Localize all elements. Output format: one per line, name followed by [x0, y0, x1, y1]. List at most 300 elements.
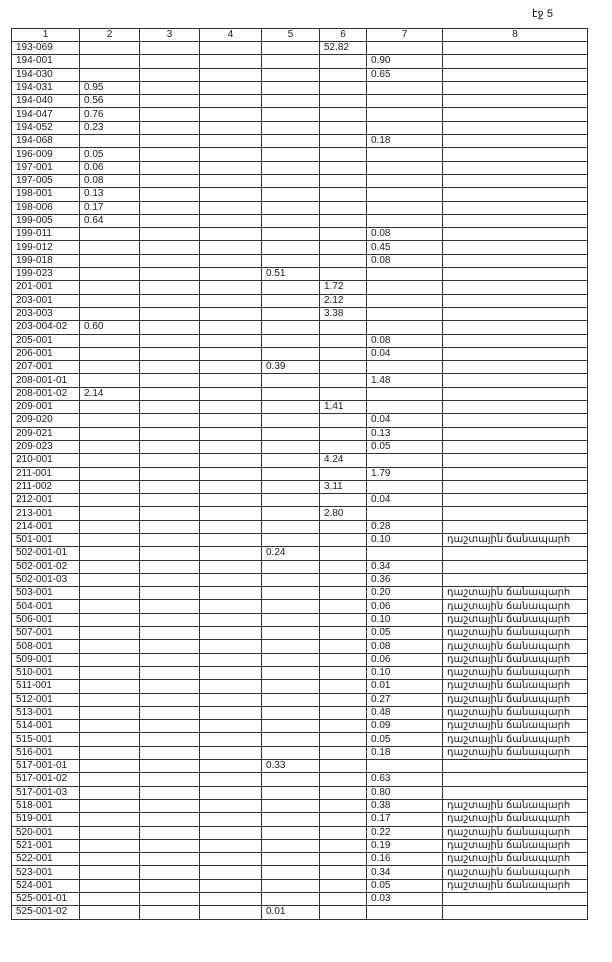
- area-value-cell: 0.08: [367, 334, 443, 347]
- parcel-code-cell: 520-001: [12, 826, 80, 839]
- area-value-cell: [367, 42, 443, 55]
- note-cell: դաշտային ճանապարհ: [443, 733, 588, 746]
- area-value-cell: [140, 733, 200, 746]
- area-value-cell: 0.04: [367, 414, 443, 427]
- table-row: [12, 760, 588, 773]
- table-row: [12, 414, 588, 427]
- area-value-cell: [200, 42, 262, 55]
- table-row: [12, 174, 588, 187]
- area-value-cell: [320, 746, 367, 759]
- parcel-code-cell: 197-005: [12, 174, 80, 187]
- table-row: [12, 454, 588, 467]
- area-value-cell: [262, 334, 320, 347]
- area-value-cell: [367, 281, 443, 294]
- area-value-cell: [320, 121, 367, 134]
- note-cell: [443, 414, 588, 427]
- area-value-cell: [200, 201, 262, 214]
- table-body: [12, 42, 588, 920]
- column-header-3: 3: [140, 29, 200, 42]
- area-value-cell: [320, 241, 367, 254]
- area-value-cell: [262, 693, 320, 706]
- area-value-cell: [262, 214, 320, 227]
- area-value-cell: [80, 454, 140, 467]
- area-value-cell: [320, 600, 367, 613]
- parcel-code-cell: 198-001: [12, 188, 80, 201]
- area-value-cell: [200, 587, 262, 600]
- area-value-cell: [262, 494, 320, 507]
- table-row: [12, 600, 588, 613]
- area-value-cell: [200, 786, 262, 799]
- area-value-cell: [200, 826, 262, 839]
- parcel-code-cell: 194-040: [12, 95, 80, 108]
- area-value-cell: [140, 666, 200, 679]
- parcel-code-cell: 194-031: [12, 81, 80, 94]
- area-value-cell: [200, 121, 262, 134]
- area-value-cell: [262, 627, 320, 640]
- area-value-cell: [262, 853, 320, 866]
- area-value-cell: [80, 414, 140, 427]
- parcel-code-cell: 502-001-02: [12, 560, 80, 573]
- note-cell: դաշտային ճանապարհ: [443, 693, 588, 706]
- area-value-cell: [367, 294, 443, 307]
- note-cell: [443, 520, 588, 533]
- area-value-cell: [140, 294, 200, 307]
- area-value-cell: [262, 307, 320, 320]
- parcel-code-cell: 193-069: [12, 42, 80, 55]
- area-value-cell: [200, 188, 262, 201]
- note-cell: [443, 347, 588, 360]
- area-value-cell: [140, 201, 200, 214]
- table-row: [12, 680, 588, 693]
- note-cell: դաշտային ճանապարհ: [443, 853, 588, 866]
- area-value-cell: [140, 414, 200, 427]
- parcel-code-cell: 510-001: [12, 666, 80, 679]
- area-value-cell: [320, 188, 367, 201]
- note-cell: [443, 42, 588, 55]
- parcel-code-cell: 210-001: [12, 454, 80, 467]
- land-parcel-table: [11, 28, 588, 920]
- area-value-cell: [262, 507, 320, 520]
- area-value-cell: [262, 520, 320, 533]
- area-value-cell: [140, 573, 200, 586]
- parcel-code-cell: 517-001-02: [12, 773, 80, 786]
- area-value-cell: [140, 826, 200, 839]
- area-value-cell: [140, 361, 200, 374]
- column-header-8: 8: [443, 29, 588, 42]
- note-cell: [443, 454, 588, 467]
- area-value-cell: [80, 733, 140, 746]
- area-value-cell: [320, 906, 367, 919]
- area-value-cell: [262, 387, 320, 400]
- table-row: [12, 467, 588, 480]
- area-value-cell: [200, 414, 262, 427]
- area-value-cell: [262, 81, 320, 94]
- area-value-cell: [80, 613, 140, 626]
- column-header-7: 7: [367, 29, 443, 42]
- table-row: [12, 201, 588, 214]
- area-value-cell: [262, 533, 320, 546]
- area-value-cell: [200, 773, 262, 786]
- area-value-cell: [140, 507, 200, 520]
- note-cell: [443, 494, 588, 507]
- area-value-cell: [320, 268, 367, 281]
- area-value-cell: [262, 773, 320, 786]
- table-row: [12, 799, 588, 812]
- area-value-cell: [320, 786, 367, 799]
- area-value-cell: [200, 387, 262, 400]
- area-value-cell: [262, 893, 320, 906]
- area-value-cell: [320, 520, 367, 533]
- area-value-cell: [200, 440, 262, 453]
- area-value-cell: 0.45: [367, 241, 443, 254]
- area-value-cell: 0.05: [367, 627, 443, 640]
- note-cell: դաշտային ճանապարհ: [443, 826, 588, 839]
- parcel-code-cell: 194-047: [12, 108, 80, 121]
- table-row: [12, 480, 588, 493]
- table-row: [12, 839, 588, 852]
- table-row: [12, 666, 588, 679]
- area-value-cell: 0.18: [367, 135, 443, 148]
- table-row: [12, 188, 588, 201]
- note-cell: դաշտային ճանապարհ: [443, 653, 588, 666]
- area-value-cell: [200, 693, 262, 706]
- parcel-code-cell: 199-012: [12, 241, 80, 254]
- area-value-cell: [367, 174, 443, 187]
- column-header-1: 1: [12, 29, 80, 42]
- parcel-code-cell: 501-001: [12, 533, 80, 546]
- area-value-cell: [320, 68, 367, 81]
- table-row: [12, 906, 588, 919]
- note-cell: դաշտային ճանապարհ: [443, 666, 588, 679]
- area-value-cell: [200, 401, 262, 414]
- table-row: [12, 813, 588, 826]
- area-value-cell: [367, 161, 443, 174]
- area-value-cell: [320, 440, 367, 453]
- area-value-cell: [200, 906, 262, 919]
- area-value-cell: 0.10: [367, 533, 443, 546]
- parcel-code-cell: 194-068: [12, 135, 80, 148]
- table-row: [12, 81, 588, 94]
- area-value-cell: [200, 547, 262, 560]
- area-value-cell: 0.24: [262, 547, 320, 560]
- area-value-cell: [262, 135, 320, 148]
- table-row: [12, 108, 588, 121]
- note-cell: [443, 68, 588, 81]
- column-header-5: 5: [262, 29, 320, 42]
- area-value-cell: [200, 214, 262, 227]
- note-cell: [443, 440, 588, 453]
- area-value-cell: [140, 454, 200, 467]
- area-value-cell: [262, 347, 320, 360]
- area-value-cell: [140, 268, 200, 281]
- area-value-cell: [262, 68, 320, 81]
- area-value-cell: [80, 773, 140, 786]
- area-value-cell: [80, 361, 140, 374]
- area-value-cell: [140, 42, 200, 55]
- parcel-code-cell: 199-005: [12, 214, 80, 227]
- parcel-code-cell: 517-001-03: [12, 786, 80, 799]
- parcel-code-cell: 197-001: [12, 161, 80, 174]
- parcel-code-cell: 203-003: [12, 307, 80, 320]
- area-value-cell: [140, 587, 200, 600]
- area-value-cell: 0.33: [262, 760, 320, 773]
- area-value-cell: [367, 321, 443, 334]
- area-value-cell: [80, 720, 140, 733]
- parcel-code-cell: 206-001: [12, 347, 80, 360]
- area-value-cell: [367, 81, 443, 94]
- parcel-code-cell: 525-001-01: [12, 893, 80, 906]
- area-value-cell: [262, 733, 320, 746]
- table-row: [12, 507, 588, 520]
- area-value-cell: [262, 294, 320, 307]
- area-value-cell: [200, 653, 262, 666]
- table-row: [12, 42, 588, 55]
- table-row: [12, 720, 588, 733]
- note-cell: [443, 201, 588, 214]
- area-value-cell: [80, 573, 140, 586]
- table-row: [12, 533, 588, 546]
- area-value-cell: [320, 839, 367, 852]
- table-row: [12, 241, 588, 254]
- area-value-cell: [262, 188, 320, 201]
- note-cell: [443, 281, 588, 294]
- area-value-cell: [140, 347, 200, 360]
- area-value-cell: [80, 401, 140, 414]
- note-cell: [443, 95, 588, 108]
- table-row: [12, 440, 588, 453]
- parcel-code-cell: 198-006: [12, 201, 80, 214]
- area-value-cell: [262, 680, 320, 693]
- parcel-code-cell: 517-001-01: [12, 760, 80, 773]
- column-header-2: 2: [80, 29, 140, 42]
- area-value-cell: 0.10: [367, 666, 443, 679]
- area-value-cell: [140, 68, 200, 81]
- area-value-cell: [200, 480, 262, 493]
- area-value-cell: [320, 95, 367, 108]
- area-value-cell: [262, 600, 320, 613]
- note-cell: [443, 81, 588, 94]
- area-value-cell: [262, 321, 320, 334]
- area-value-cell: [140, 281, 200, 294]
- area-value-cell: [80, 334, 140, 347]
- area-value-cell: 0.63: [367, 773, 443, 786]
- area-value-cell: [320, 653, 367, 666]
- area-value-cell: [140, 906, 200, 919]
- area-value-cell: [80, 294, 140, 307]
- area-value-cell: 0.27: [367, 693, 443, 706]
- area-value-cell: [140, 853, 200, 866]
- area-value-cell: [80, 467, 140, 480]
- area-value-cell: [140, 188, 200, 201]
- area-value-cell: [80, 813, 140, 826]
- parcel-code-cell: 522-001: [12, 853, 80, 866]
- parcel-code-cell: 194-030: [12, 68, 80, 81]
- area-value-cell: [200, 799, 262, 812]
- area-value-cell: 0.48: [367, 706, 443, 719]
- area-value-cell: [200, 108, 262, 121]
- table-row: [12, 214, 588, 227]
- area-value-cell: [367, 480, 443, 493]
- note-cell: [443, 427, 588, 440]
- area-value-cell: [80, 826, 140, 839]
- area-value-cell: [80, 906, 140, 919]
- note-cell: [443, 773, 588, 786]
- area-value-cell: 0.76: [80, 108, 140, 121]
- area-value-cell: 4.24: [320, 454, 367, 467]
- area-value-cell: [80, 799, 140, 812]
- parcel-code-cell: 519-001: [12, 813, 80, 826]
- area-value-cell: 3.11: [320, 480, 367, 493]
- parcel-code-cell: 209-001: [12, 401, 80, 414]
- note-cell: [443, 786, 588, 799]
- table-row: [12, 374, 588, 387]
- parcel-code-cell: 209-021: [12, 427, 80, 440]
- area-value-cell: 0.51: [262, 268, 320, 281]
- column-header-6: 6: [320, 29, 367, 42]
- area-value-cell: [80, 706, 140, 719]
- parcel-code-cell: 502-001-03: [12, 573, 80, 586]
- note-cell: [443, 547, 588, 560]
- table-row: [12, 653, 588, 666]
- table-row: [12, 627, 588, 640]
- area-value-cell: [200, 893, 262, 906]
- area-value-cell: [80, 268, 140, 281]
- parcel-code-cell: 214-001: [12, 520, 80, 533]
- area-value-cell: 1.79: [367, 467, 443, 480]
- area-value-cell: [262, 454, 320, 467]
- area-value-cell: [140, 228, 200, 241]
- area-value-cell: [140, 427, 200, 440]
- area-value-cell: [140, 401, 200, 414]
- area-value-cell: 0.64: [80, 214, 140, 227]
- note-cell: [443, 893, 588, 906]
- area-value-cell: [80, 893, 140, 906]
- note-cell: [443, 174, 588, 187]
- area-value-cell: [140, 613, 200, 626]
- area-value-cell: [200, 733, 262, 746]
- area-value-cell: [262, 374, 320, 387]
- table-row: [12, 95, 588, 108]
- area-value-cell: 0.17: [80, 201, 140, 214]
- area-value-cell: [262, 42, 320, 55]
- area-value-cell: [320, 720, 367, 733]
- area-value-cell: [140, 627, 200, 640]
- area-value-cell: [200, 680, 262, 693]
- parcel-code-cell: 524-001: [12, 879, 80, 892]
- area-value-cell: [262, 281, 320, 294]
- area-value-cell: [262, 254, 320, 267]
- area-value-cell: [320, 560, 367, 573]
- area-value-cell: 0.13: [80, 188, 140, 201]
- table-row: [12, 733, 588, 746]
- area-value-cell: 0.39: [262, 361, 320, 374]
- area-value-cell: [320, 347, 367, 360]
- area-value-cell: 0.80: [367, 786, 443, 799]
- area-value-cell: [200, 839, 262, 852]
- area-value-cell: [140, 533, 200, 546]
- note-cell: [443, 467, 588, 480]
- area-value-cell: [200, 573, 262, 586]
- area-value-cell: [140, 746, 200, 759]
- parcel-code-cell: 199-023: [12, 268, 80, 281]
- table-row: [12, 254, 588, 267]
- area-value-cell: [200, 334, 262, 347]
- area-value-cell: [80, 786, 140, 799]
- area-value-cell: [262, 480, 320, 493]
- area-value-cell: 0.18: [367, 746, 443, 759]
- area-value-cell: 1.72: [320, 281, 367, 294]
- area-value-cell: [140, 520, 200, 533]
- area-value-cell: [320, 427, 367, 440]
- area-value-cell: [80, 533, 140, 546]
- note-cell: [443, 161, 588, 174]
- table-row: [12, 294, 588, 307]
- parcel-code-cell: 208-001-02: [12, 387, 80, 400]
- area-value-cell: [320, 533, 367, 546]
- area-value-cell: [262, 55, 320, 68]
- area-value-cell: [200, 281, 262, 294]
- table-row: [12, 321, 588, 334]
- area-value-cell: [140, 241, 200, 254]
- area-value-cell: [320, 201, 367, 214]
- area-value-cell: [320, 81, 367, 94]
- parcel-code-cell: 508-001: [12, 640, 80, 653]
- note-cell: դաշտային ճանապարհ: [443, 587, 588, 600]
- area-value-cell: [200, 294, 262, 307]
- area-value-cell: [320, 733, 367, 746]
- area-value-cell: [200, 520, 262, 533]
- area-value-cell: [200, 361, 262, 374]
- area-value-cell: [80, 42, 140, 55]
- note-cell: դաշտային ճանապարհ: [443, 720, 588, 733]
- area-value-cell: [80, 640, 140, 653]
- area-value-cell: [140, 693, 200, 706]
- area-value-cell: [320, 693, 367, 706]
- table-row: [12, 347, 588, 360]
- table-row: [12, 334, 588, 347]
- area-value-cell: [320, 760, 367, 773]
- note-cell: [443, 241, 588, 254]
- area-value-cell: [200, 95, 262, 108]
- parcel-code-cell: 518-001: [12, 799, 80, 812]
- area-value-cell: [140, 214, 200, 227]
- parcel-code-cell: 207-001: [12, 361, 80, 374]
- area-value-cell: [200, 813, 262, 826]
- area-value-cell: [200, 666, 262, 679]
- note-cell: դաշտային ճանապարհ: [443, 613, 588, 626]
- table-row: [12, 893, 588, 906]
- area-value-cell: 0.23: [80, 121, 140, 134]
- area-value-cell: [367, 507, 443, 520]
- note-cell: [443, 135, 588, 148]
- area-value-cell: [80, 600, 140, 613]
- parcel-code-cell: 212-001: [12, 494, 80, 507]
- area-value-cell: [200, 866, 262, 879]
- area-value-cell: 0.06: [367, 653, 443, 666]
- table-row: [12, 68, 588, 81]
- parcel-code-cell: 199-011: [12, 228, 80, 241]
- area-value-cell: [262, 720, 320, 733]
- area-value-cell: 0.17: [367, 813, 443, 826]
- table-row: [12, 587, 588, 600]
- parcel-code-cell: 194-052: [12, 121, 80, 134]
- area-value-cell: [140, 95, 200, 108]
- parcel-code-cell: 203-004-02: [12, 321, 80, 334]
- note-cell: [443, 108, 588, 121]
- area-value-cell: [320, 148, 367, 161]
- area-value-cell: 0.22: [367, 826, 443, 839]
- area-value-cell: 0.34: [367, 866, 443, 879]
